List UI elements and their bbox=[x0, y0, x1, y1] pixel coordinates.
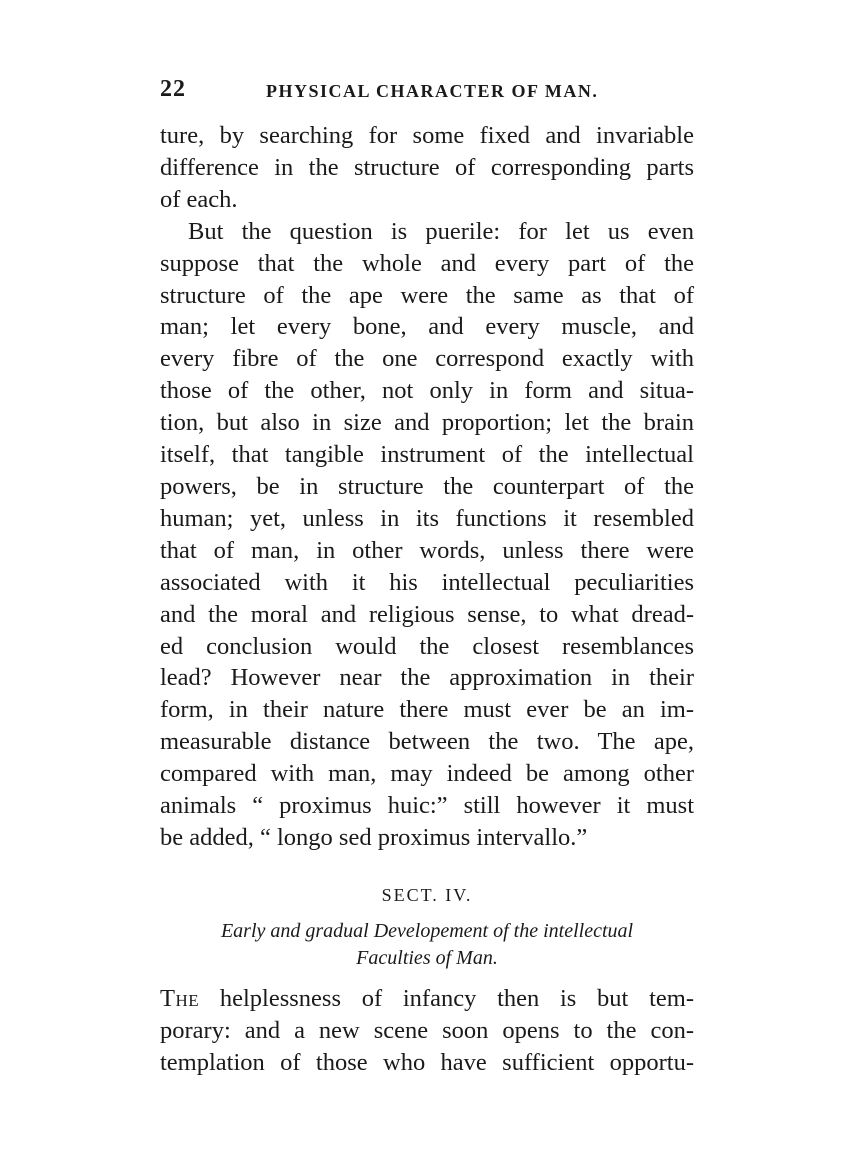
first-word: The bbox=[160, 985, 200, 1012]
text-line: ed conclusion would the closest resemblances bbox=[160, 632, 694, 660]
text-line: every fibre of the one correspond exactly with bbox=[160, 345, 694, 373]
text-line: suppose that the whole and every part of the bbox=[160, 249, 694, 277]
text-line-rest: helplessness of infancy then is but tem- bbox=[199, 985, 694, 1012]
text-line: itself, that tangible instrument of the intellectual bbox=[160, 441, 694, 469]
text-line: ture, by searching for some fixed and invariable bbox=[160, 122, 694, 149]
section-subtitle bbox=[160, 918, 694, 972]
text-line: those of the other, not only in form and situa- bbox=[160, 377, 694, 405]
text-line: measurable distance between the two. The ape, bbox=[160, 728, 694, 756]
running-title: PHYSICAL CHARACTER OF MAN. bbox=[266, 81, 599, 101]
text-line: that of man, in other words, unless there were bbox=[160, 536, 694, 564]
text-line: templation of those who have sufficient opportu- bbox=[160, 1049, 694, 1076]
page-number: 22 bbox=[160, 76, 186, 102]
text-line: man; let every bone, and every muscle, and bbox=[160, 313, 694, 341]
text-line: lead? However near the approximation in their bbox=[160, 664, 694, 692]
text-line: animals “ proximus huic:” still however it must bbox=[160, 792, 694, 820]
text-line: tion, but also in size and proportion; let the brain bbox=[160, 409, 694, 437]
text-line: of each. bbox=[160, 185, 238, 213]
text-line: human; yet, unless in its functions it resembled bbox=[160, 504, 694, 532]
section-heading: SECT. IV. bbox=[381, 885, 473, 905]
text-line: porary: and a new scene soon opens to the con- bbox=[160, 1017, 694, 1044]
body-text-continued bbox=[160, 983, 694, 1079]
text-line: be added, “ longo sed proximus intervallo.” bbox=[160, 823, 588, 851]
text-line: associated with it his intellectual peculiarities bbox=[160, 568, 694, 596]
text-line: difference in the structure of corresponding parts bbox=[160, 153, 694, 181]
text-line bbox=[160, 983, 694, 1015]
subtitle-line: Early and gradual Developement of the intellectual bbox=[220, 920, 634, 942]
text-line: But the question is puerile: for let us even bbox=[188, 217, 694, 245]
text-line: structure of the ape were the same as that of bbox=[160, 281, 694, 309]
text-line: and the moral and religious sense, to what dread- bbox=[160, 600, 694, 628]
running-head bbox=[160, 76, 694, 106]
subtitle-line: Faculties of Man. bbox=[356, 947, 498, 969]
text-line: powers, be in structure the counterpart of the bbox=[160, 472, 694, 500]
body-text bbox=[160, 120, 694, 854]
text-line: form, in their nature there must ever be an im- bbox=[160, 696, 694, 724]
text-line: compared with man, may indeed be among other bbox=[160, 760, 694, 788]
